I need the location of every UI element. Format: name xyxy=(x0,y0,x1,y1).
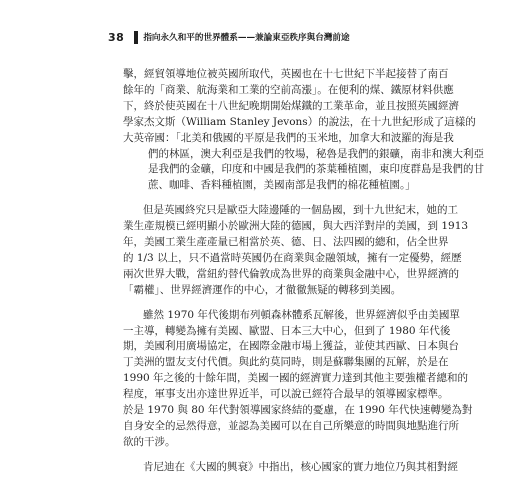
text-line: 一主導，轉變為擁有美國、歐盟、日本三大中心，但到了 1980 年代後 xyxy=(123,324,451,337)
text-line: 程度，軍事支出亦達世界近半，可以說已經符合最早的領導國家標準。 xyxy=(123,388,449,401)
text-line: 蔗、咖啡、香料種植園，美國南部是我們的棉花種植園。」 xyxy=(148,179,416,192)
text-line: 們的林區，澳大利亞是我們的牧場，秘魯是我們的銀礦，南非和澳大利亞 xyxy=(148,147,484,160)
text-line: 兩次世界大戰，當紐約替代倫敦成為世界的商業與金融中心，世界經濟的 xyxy=(123,267,459,280)
text-line: 但是英國終究只是歐亞大陸邊陲的一個島國，到十九世紀末，她的工 xyxy=(143,204,458,217)
text-line: 期，美國利用廣場協定，在國際金融市場上獲益，並使其西歐、日本與台 xyxy=(123,340,459,353)
text-line: 年，美國工業生產產量已相當於英、德、日、法四國的總和，佔全世界 xyxy=(123,236,449,248)
text-line: 「霸權」、世界經濟運作的中心，才徹徹無疑的轉移到美國。 xyxy=(123,283,402,296)
running-title: 指向永久和平的世界體系——兼論東亞秩序與台灣前途 xyxy=(143,33,350,43)
text-line: 的 1/3 以上，只不過當時英國仍在商業與金融領域，擁有一定優勢，經歷 xyxy=(123,251,462,264)
text-line: 1990 年之後的十餘年間，美國一國的經濟實力達到其他主要強權者總和的 xyxy=(123,372,469,385)
text-line: 於是 1970 與 80 年代對領導國家終結的憂慮，在 1990 年代快速轉變為對 xyxy=(123,404,473,416)
text-line: 欲的干涉。 xyxy=(123,435,176,448)
text-line: 丁美洲的盟友支付代價。與此約莫同時，則是蘇聯集團的瓦解，於是在 xyxy=(123,356,449,369)
text-line: 業生產規模已經明顯小於歐洲大陸的德國，與大西洋對岸的美國，到 1913 xyxy=(123,220,469,233)
text-line: 擊，經貿領導地位被英國所取代，英國也在十七世紀下半起接替了南百 xyxy=(123,68,449,80)
text-line: 肯尼迪在《大國的興衰》中指出，核心國家的實力地位乃與其相對經 xyxy=(143,460,458,473)
text-line: 雖然 1970 年代後期布列頓森林體系瓦解後，世界經濟似乎由美國單 xyxy=(143,308,460,321)
text-line: 餘年的「商業、航海業和工業的空前高漲」。在便利的煤、鐵原材料供應 xyxy=(123,83,454,96)
text-line: 是我們的金礦，印度和中國是我們的茶葉種植園，東印度群島是我們的甘 xyxy=(148,163,484,176)
page-number: 38 xyxy=(108,30,125,44)
text-line: 學家杰文斯（William Stanley Jevons）的說法，在十九世紀形成了這樣的 xyxy=(123,115,476,128)
text-line: 大英帝國：「北美和俄國的平原是我們的玉米地，加拿大和波羅的海是我 xyxy=(123,131,454,144)
text-line: 下，終於使英國在十八世紀晚期開始煤鐵的工業革命，並且按照英國經濟 xyxy=(123,99,459,112)
text-line: 自身安全的忌然得意，並認為美國可以在自己所樂意的時間與地點進行所 xyxy=(123,419,459,432)
